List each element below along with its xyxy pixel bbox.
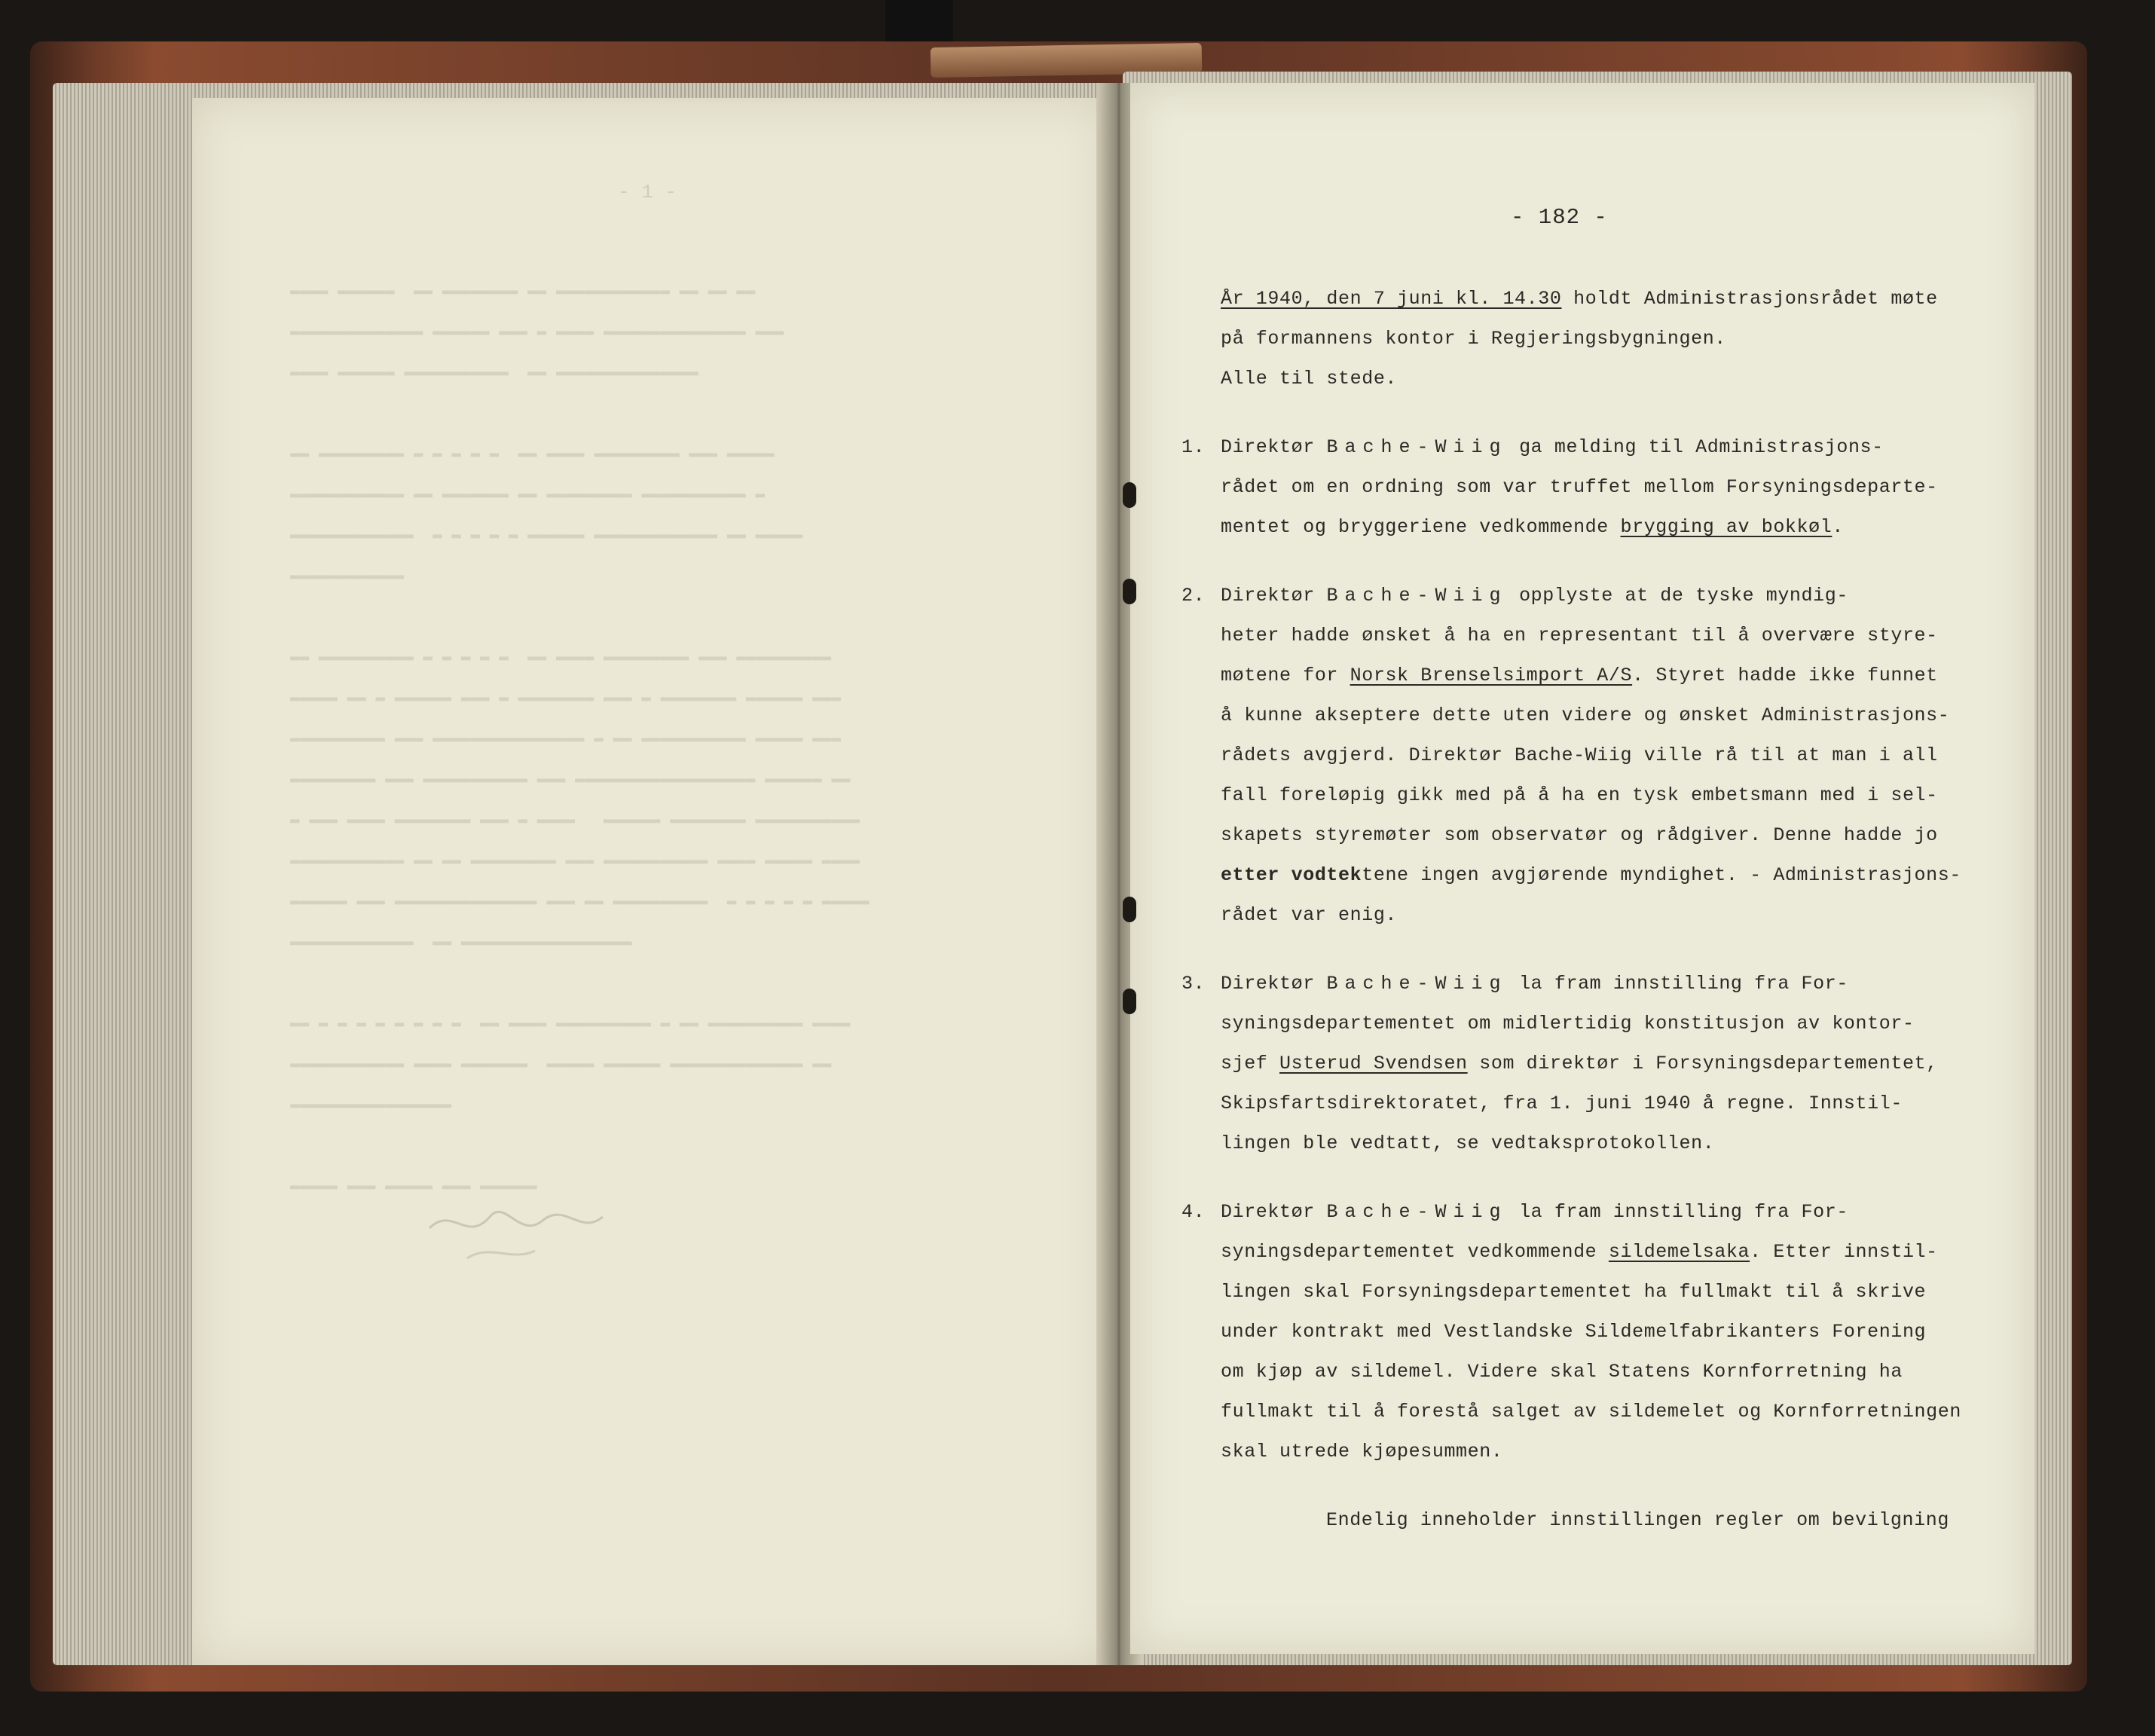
- item-line: [1221, 1083, 1989, 1123]
- line-text: sjef: [1221, 1053, 1280, 1074]
- spaced-name: Bache-Wiig: [1326, 585, 1508, 607]
- item-line: [1221, 1272, 1989, 1312]
- meeting-date: År 1940, den 7 juni kl. 14.30: [1221, 288, 1562, 310]
- line-text: Direktør: [1221, 1201, 1327, 1223]
- item-line: [1221, 1392, 1989, 1432]
- line-text: .: [1832, 516, 1844, 538]
- line-text: ga melding til Administrasjons-: [1507, 436, 1884, 458]
- binding-hole: [1123, 989, 1136, 1014]
- line-text: syningsdepartementet vedkommende: [1221, 1241, 1609, 1263]
- line-text: etter vodtek: [1221, 864, 1362, 886]
- item-line: [1221, 1232, 1989, 1272]
- item-line: [1221, 616, 1989, 656]
- spaced-name: Bache-Wiig: [1326, 973, 1508, 995]
- line-text: la fram innstilling fra For-: [1507, 1201, 1848, 1223]
- item-line: [1221, 576, 1989, 616]
- line-text: Direktør: [1221, 973, 1327, 995]
- line-text: fullmakt til å forestå salget av sildemelet og Kornforretningen: [1221, 1401, 1961, 1423]
- line-text: rådet var enig.: [1221, 904, 1398, 926]
- item-line: [1221, 735, 1989, 775]
- item-line: [1221, 1123, 1989, 1163]
- item-number: 3.: [1181, 973, 1206, 995]
- item-line: [1221, 695, 1989, 735]
- binding-hole: [1123, 579, 1136, 604]
- line-text: la fram innstilling fra For-: [1507, 973, 1848, 995]
- agenda-item: [1181, 1192, 1989, 1472]
- line-text: møtene for: [1221, 665, 1350, 686]
- item-line: [1221, 467, 1989, 507]
- closing-line: Endelig inneholder innstillingen regler om bevilgning: [1326, 1509, 1949, 1531]
- underlined-term: sildemelsaka: [1608, 1241, 1750, 1263]
- underlined-term: Norsk Brenselsimport A/S: [1350, 665, 1633, 686]
- typed-minutes: [1181, 279, 1989, 1540]
- line-text: heter hadde ønsket å ha en representant til å overvære styre-: [1221, 625, 1938, 646]
- intro-line-3: Alle til stede.: [1221, 368, 1398, 390]
- line-text: skapets styremøter som observatør og rådgiver. Denne hadde jo: [1221, 824, 1938, 846]
- agenda-item: [1181, 576, 1989, 935]
- item-line: [1221, 1192, 1989, 1232]
- item-line: [1221, 964, 1989, 1004]
- item-number: 4.: [1181, 1201, 1206, 1223]
- agenda-item: [1181, 427, 1989, 547]
- intro-line-1: År 1940, den 7 juni kl. 14.30 holdt Administrasjonsrådet møte: [1221, 288, 1938, 310]
- item-line: [1221, 1044, 1989, 1083]
- left-page-bleed-through-number: - 1 -: [618, 181, 677, 203]
- line-text: lingen skal Forsyningsdepartementet ha fullmakt til å skrive: [1221, 1281, 1927, 1303]
- binding-hole: [1123, 897, 1136, 922]
- item-number: 1.: [1181, 436, 1206, 458]
- line-text: opplyste at de tyske myndig-: [1507, 585, 1848, 607]
- line-text: . Styret hadde ikke funnet: [1632, 665, 1938, 686]
- line-text: tene ingen avgjørende myndighet. - Administrasjons-: [1362, 864, 1961, 886]
- agenda-item: [1181, 964, 1989, 1163]
- item-line: [1221, 1312, 1989, 1352]
- item-line: [1221, 1432, 1989, 1472]
- line-text: rådets avgjerd. Direktør Bache-Wiig ville rå til at man i all: [1221, 744, 1938, 766]
- line-text: rådet om en ordning som var truffet mellom Forsyningsdeparte-: [1221, 476, 1938, 498]
- line-text: lingen ble vedtatt, se vedtaksprotokollen.: [1221, 1132, 1715, 1154]
- line-text: syningsdepartementet om midlertidig konstitusjon av kontor-: [1221, 1013, 1915, 1035]
- spaced-name: Bache-Wiig: [1326, 436, 1508, 458]
- line-text: fall foreløpig gikk med på å ha en tysk embetsmann med i sel-: [1221, 784, 1938, 806]
- item-line: [1221, 815, 1989, 855]
- left-page-faded-signature: [422, 1175, 693, 1266]
- item-number: 2.: [1181, 585, 1206, 607]
- line-text: å kunne akseptere dette uten videre og ønsket Administrasjons-: [1221, 704, 1950, 726]
- line-text: . Etter innstil-: [1750, 1241, 1938, 1263]
- agenda-items: [1181, 427, 1989, 1500]
- spaced-name: Bache-Wiig: [1326, 1201, 1508, 1223]
- line-text: som direktør i Forsyningsdepartementet,: [1467, 1053, 1938, 1074]
- line-text: Direktør: [1221, 436, 1327, 458]
- binding-hole: [1123, 482, 1136, 508]
- left-page-bleed-through-text: ▬▬▬▬ ▬▬▬▬▬▬ ▬▬ ▬▬▬▬▬▬▬▬ ▬▬ ▬▬▬▬▬▬▬▬▬▬▬▬ ▬▬ ▬▬ ▬▬ ▬▬▬▬▬▬▬▬▬▬▬▬▬▬ ▬▬▬▬▬▬ ▬▬▬ ▬ ▬▬▬▬ ▬▬▬▬▬▬▬▬▬▬▬▬▬▬▬ ▬▬▬ ▬▬▬▬ ▬▬▬▬▬▬ ▬▬▬▬▬▬▬▬▬▬▬ ▬▬ ▬▬▬▬▬▬▬▬▬▬▬▬▬▬▬ ▬▬ ▬▬▬▬▬▬▬▬▬ ▬ ▬ ▬ ▬ ▬ ▬▬ ▬▬▬▬ ▬▬▬▬▬▬▬▬▬ ▬▬▬ ▬▬▬▬▬ ▬▬▬▬▬▬▬▬▬▬▬▬ ▬▬ ▬▬▬▬▬▬▬ ▬▬ ▬▬▬▬▬▬▬▬▬ ▬▬▬▬▬▬▬▬▬▬▬ ▬ ▬▬▬▬▬▬▬▬▬▬▬▬▬ ▬ ▬ ▬ ▬ ▬ ▬▬▬▬▬▬ ▬▬▬▬▬▬▬▬▬▬▬▬▬ ▬▬ ▬▬▬▬▬ ▬▬▬▬▬▬▬▬▬▬▬▬ ▬▬ ▬▬▬▬▬▬▬▬▬▬ ▬ ▬ ▬ ▬ ▬ ▬▬ ▬▬▬▬ ▬▬▬▬▬▬▬▬▬ ▬▬▬ ▬▬▬▬▬▬▬▬▬▬ ▬▬▬▬▬ ▬▬ ▬ ▬▬▬▬▬▬ ▬▬▬ ▬ ▬▬▬▬▬▬▬▬ ▬▬▬ ▬ ▬▬▬▬▬▬▬▬ ▬▬▬▬▬▬ ▬▬▬ ▬▬▬▬▬▬▬▬▬▬ ▬▬▬ ▬▬▬▬▬▬▬▬▬▬▬▬▬▬▬▬ ▬ ▬▬ ▬▬▬▬▬▬▬▬▬▬▬ ▬▬▬▬▬ ▬▬▬ ▬▬▬▬▬▬▬▬▬ ▬▬▬ ▬▬▬▬▬▬▬▬▬▬▬ ▬▬▬ ▬▬▬▬▬▬▬▬▬▬▬▬▬▬▬▬▬▬▬ ▬▬▬▬▬▬ ▬▬ ▬ ▬▬▬ ▬▬▬▬ ▬▬▬▬▬▬▬▬ ▬▬▬ ▬ ▬▬▬▬ ▬▬▬▬▬▬ ▬▬▬▬▬▬▬▬ ▬▬▬▬▬▬▬▬▬▬▬ ▬▬▬▬▬▬▬▬▬▬▬▬ ▬▬ ▬▬ ▬▬▬▬▬▬▬▬▬ ▬▬▬ ▬▬▬▬▬▬▬▬▬▬▬ ▬▬▬▬ ▬▬▬▬▬ ▬▬▬▬ ▬▬▬▬▬▬ ▬▬▬ ▬▬▬▬▬▬▬▬▬▬▬▬▬▬▬ ▬▬▬ ▬▬ ▬▬▬▬▬▬▬▬▬▬ ▬ ▬ ▬ ▬ ▬ ▬▬▬▬▬ ▬▬▬▬▬▬▬▬▬▬▬▬▬ ▬▬ ▬▬▬▬▬▬▬▬▬▬▬▬▬▬▬▬▬▬ ▬▬ ▬ ▬ ▬ ▬ ▬ ▬ ▬ ▬ ▬▬ ▬▬▬▬ ▬▬▬▬▬▬▬▬▬▬ ▬ ▬▬ ▬▬▬▬▬▬▬▬▬▬ ▬▬▬▬ ▬▬▬▬▬▬▬▬▬▬▬▬ ▬▬▬▬ ▬▬▬▬▬▬▬ ▬▬▬▬▬ ▬▬▬▬▬▬ ▬▬▬▬▬▬▬▬▬▬▬▬▬▬ ▬▬ ▬▬▬▬▬▬▬▬▬▬▬▬▬▬▬▬▬ ▬▬▬▬▬ ▬▬▬ ▬▬▬▬▬ ▬▬▬ ▬▬▬▬▬▬: [290, 283, 870, 1195]
- item-line: [1221, 427, 1989, 467]
- item-line: [1221, 775, 1989, 815]
- underlined-term: brygging av bokkøl: [1620, 516, 1833, 538]
- item-line: [1221, 656, 1989, 695]
- line-text: under kontrakt med Vestlandske Sildemelfabrikanters Forening: [1221, 1321, 1927, 1343]
- underlined-term: Usterud Svendsen: [1279, 1053, 1468, 1074]
- intro-line-2: på formannens kontor i Regjeringsbygningen.: [1221, 328, 1726, 350]
- item-line: [1221, 895, 1989, 935]
- page-number: - 182 -: [1511, 205, 1608, 230]
- line-text: skal utrede kjøpesummen.: [1221, 1441, 1503, 1462]
- item-line: [1221, 1004, 1989, 1044]
- item-line: [1221, 1352, 1989, 1392]
- item-line: [1221, 507, 1989, 547]
- line-text: om kjøp av sildemel. Videre skal Statens Kornforretning ha: [1221, 1361, 1903, 1383]
- line-text: Skipsfartsdirektoratet, fra 1. juni 1940 å regne. Innstil-: [1221, 1093, 1903, 1114]
- line-text: mentet og bryggeriene vedkommende: [1221, 516, 1621, 538]
- line-text: Direktør: [1221, 585, 1327, 607]
- item-line: [1221, 855, 1989, 895]
